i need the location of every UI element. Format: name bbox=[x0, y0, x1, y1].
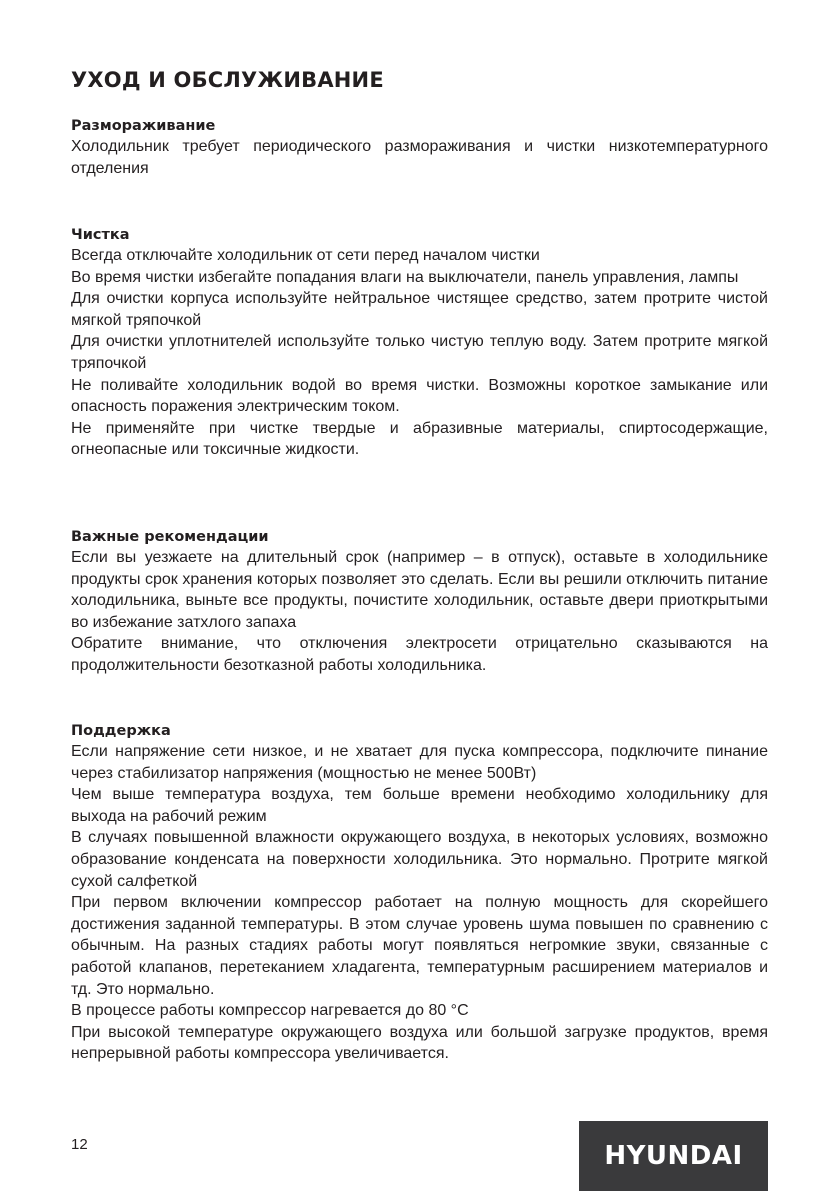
paragraph: В случаях повышенной влажности окружающего воздуха, в некоторых условиях, возможно образование конденсата на поверхности холодильника. Это нормально. Протрите мягкой сухой салфеткой bbox=[71, 829, 768, 890]
paragraph: Если напряжение сети низкое, и не хватает для пуска компрессора, подключите пинание через стабилизатор напряжения (мощностью не менее 500Вт) bbox=[71, 743, 768, 782]
paragraph: Не применяйте при чистке твердые и абразивные материалы, спиртосодержащие, огнеопасные или токсичные жидкости. bbox=[71, 419, 768, 459]
paragraph: Если вы уезжаете на длительный срок (например – в отпуск), оставьте в холодильнике продукты срок хранения которых позволяет это сделать. Если вы решили отключить питание холодильника, выньте все продукты, почистите холодильник, оставьте двери приоткрытыми во избежание затхлого запаха bbox=[71, 549, 768, 631]
section-heading-defrosting: Размораживание bbox=[71, 118, 216, 134]
page-number: 12 bbox=[71, 1136, 88, 1153]
section-defrosting bbox=[71, 117, 768, 179]
paragraph: Во время чистки избегайте попадания влаги на выключатели, панель управления, лампы bbox=[71, 268, 739, 286]
page-title: УХОД И ОБСЛУЖИВАНИЕ bbox=[71, 68, 384, 92]
paragraph: Обратите внимание, что отключения электросети отрицательно сказываются на продолжительности безотказной работы холодильника. bbox=[71, 635, 768, 674]
section-heading-support: Поддержка bbox=[71, 723, 171, 739]
paragraph: При первом включении компрессор работает на полную мощность для скорейшего достижения заданной температуры. В этом случае уровень шума повышен по сравнению с обычным. На разных стадиях работы могут появляться негромкие звуки, связанные с работой клапанов, перетеканием хладагента, температурным расширением материалов и тд. Это нормально. bbox=[71, 894, 768, 998]
section-heading-recommendations: Важные рекомендации bbox=[71, 529, 269, 545]
section-cleaning bbox=[71, 226, 768, 461]
section-important-recommendations bbox=[71, 528, 768, 677]
paragraph: Холодильник требует периодического размораживания и чистки низкотемпературного отделения bbox=[71, 138, 768, 177]
paragraph: Для очистки корпуса используйте нейтральное чистящее средство, затем протрите чистой мягкой тряпочкой bbox=[71, 290, 768, 329]
paragraph: В процессе работы компрессор нагревается до 80 °С bbox=[71, 1002, 469, 1020]
paragraph: Для очистки уплотнителей используйте только чистую теплую воду. Затем протрите мягкой тряпочкой bbox=[71, 333, 768, 372]
paragraph: При высокой температуре окружающего воздуха или большой загрузке продуктов, время непрерывной работы компрессора увеличивается. bbox=[71, 1023, 768, 1063]
section-support bbox=[71, 722, 768, 1065]
section-heading-cleaning: Чистка bbox=[71, 227, 130, 243]
paragraph: Всегда отключайте холодильник от сети перед началом чистки bbox=[71, 247, 540, 264]
paragraph: Чем выше температура воздуха, тем больше времени необходимо холодильнику для выхода на рабочий режим bbox=[71, 786, 768, 825]
hyundai-logo bbox=[579, 1121, 768, 1191]
brand-name: HYUNDAI bbox=[604, 1141, 743, 1171]
paragraph: Не поливайте холодильник водой во время чистки. Возможны короткое замыкание или опасность поражения электрическим током. bbox=[71, 376, 768, 416]
